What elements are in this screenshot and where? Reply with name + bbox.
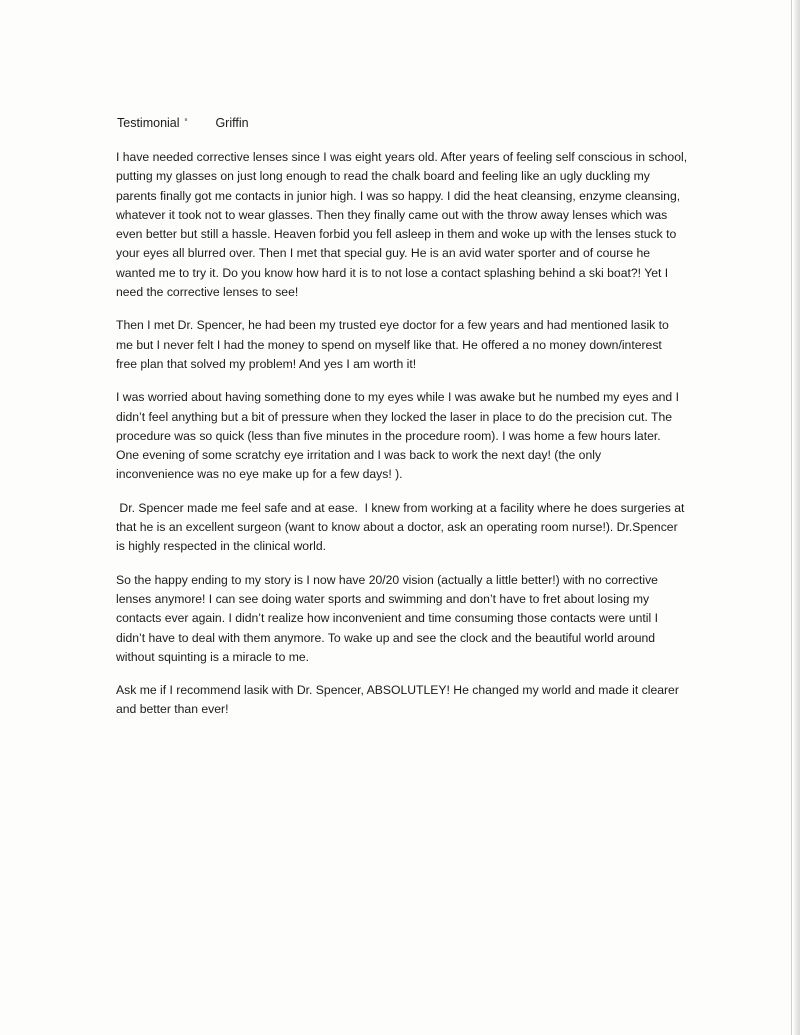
text-line: free plan that solved my problem! And yes I am worth it!	[116, 356, 417, 371]
text-line: that he is an excellent surgeon (want to know about a doctor, ask an operating room nurse!). Dr.Spencer	[116, 520, 678, 535]
text-line: Then I met Dr. Spencer, he had been my trusted eye doctor for a few years and had mentioned lasik to	[116, 318, 669, 333]
text-line: So the happy ending to my story is I now have 20/20 vision (actually a little better!) with no corrective	[116, 572, 658, 587]
text-line: lenses anymore! I can see doing water sports and swimming and don’t have to fret about losing my	[116, 591, 650, 606]
text-line: without squinting is a miracle to me.	[116, 649, 310, 664]
header-name: Griffin	[215, 116, 249, 130]
scan-edge-line	[791, 0, 792, 1035]
paragraph-1	[116, 148, 696, 302]
text-line: Dr. Spencer made me feel safe and at ease. I knew from working at a facility where he does surgeries at	[116, 500, 685, 515]
text-line: didn’t feel anything but a bit of pressure when they locked the laser in place to do the precision cut. The	[116, 409, 673, 424]
text-line: didn’t have to deal with them anymore. To wake up and see the clock and the beautiful world around	[116, 630, 656, 645]
paragraph-6	[116, 681, 696, 720]
header-label: Testimonial	[117, 116, 180, 130]
text-line: inconvenience was no eye make up for a few days! ).	[116, 467, 403, 482]
text-line: One evening of some scratchy eye irritation and I was back to work the next day! (the only	[116, 448, 602, 463]
header-mark: ⁿ	[184, 116, 188, 125]
text-line: contacts ever again. I didn’t realize how inconvenient and time consuming those contacts were until I	[116, 611, 658, 626]
scan-edge-shadow	[794, 0, 800, 1035]
text-line: whatever it took not to wear glasses. Then they finally came out with the throw away lenses which was	[116, 207, 668, 222]
paragraph-2	[116, 316, 696, 374]
document-header	[117, 116, 249, 130]
text-line: me but I never felt I had the money to spend on myself like that. He offered a no money down/interest	[116, 337, 662, 352]
text-line: I was worried about having something done to my eyes while I was awake but he numbed my eyes and I	[116, 390, 679, 405]
text-line: I have needed corrective lenses since I was eight years old. After years of feeling self conscious in school,	[116, 150, 688, 164]
text-line: need the corrective lenses to see!	[116, 285, 299, 300]
text-line: even better but still a hassle. Heaven forbid you fell asleep in them and woke up with the lenses stuck to	[116, 227, 677, 242]
paragraph-5	[116, 571, 696, 667]
text-line: procedure was so quick (less than five minutes in the procedure room). I was home a few hours later.	[116, 428, 661, 443]
testimonial-body	[116, 148, 696, 734]
paragraph-3	[116, 388, 696, 484]
text-line: and better than ever!	[116, 702, 229, 717]
text-line: Ask me if I recommend lasik with Dr. Spencer, ABSOLUTLEY! He changed my world and made it clearer	[116, 683, 679, 698]
text-line: parents finally got me contacts in junior high. I was so happy. I did the heat cleansing, enzyme cleansing,	[116, 188, 681, 203]
text-line: putting my glasses on just long enough to read the chalk board and feeling like an ugly duckling my	[116, 169, 650, 184]
paragraph-4	[116, 499, 696, 557]
text-line: wanted me to try it. Do you know how hard it is to not lose a contact splashing behind a ski boat?! Yet I	[116, 265, 669, 280]
text-line: your eyes all blurred over. Then I met that special guy. He is an avid water sporter and of course he	[116, 246, 651, 261]
text-line: is highly respected in the clinical world.	[116, 539, 326, 554]
